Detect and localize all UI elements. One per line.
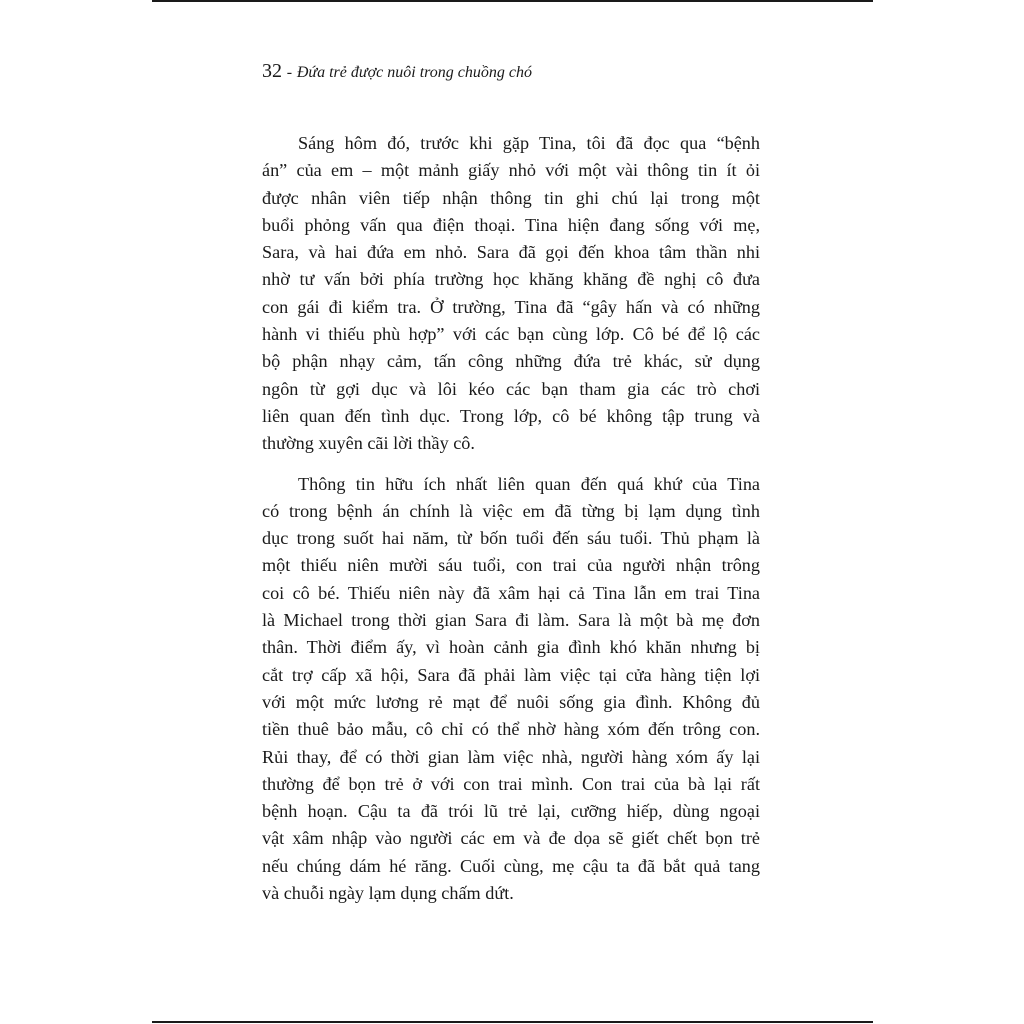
header-separator: - [286,64,293,81]
text-line: tiền thuê bảo mẫu, cô chỉ có thể nhờ hàng xóm đến trông con. [262,719,760,740]
page-number: 32 [262,60,282,82]
text-line: thường để bọn trẻ ở với con trai mình. Con trai của bà lại rất [262,773,760,794]
text-line: nếu chúng dám hé răng. Cuối cùng, mẹ cậu ta đã bắt quả tang [262,855,760,876]
text-line: ngôn từ gợi dục và lôi kéo các bạn tham gia các trò chơi [262,378,760,399]
text-line: một thiếu niên mười sáu tuổi, con trai của người nhận trông [262,555,760,576]
paragraph-gap [262,458,760,471]
text-line: vật xâm nhập vào người các em và đe dọa sẽ giết chết bọn trẻ [262,828,760,849]
text-line: Sara, và hai đứa em nhỏ. Sara đã gọi đến khoa tâm thần nhi [262,242,760,263]
text-line: dục trong suốt hai năm, từ bốn tuổi đến sáu tuổi. Thủ phạm là [262,528,760,549]
bottom-rule [152,1021,873,1023]
text-line: Thông tin hữu ích nhất liên quan đến quá khứ của Tina [298,473,760,494]
text-line: bộ phận nhạy cảm, tấn công những đứa trẻ khác, sử dụng [262,351,760,372]
text-line: bệnh hoạn. Cậu ta đã trói lũ trẻ lại, cưỡng hiếp, dùng ngoại [262,801,760,822]
text-line: liên quan đến tình dục. Trong lớp, cô bé không tập trung và [262,405,760,426]
paragraph-1 [262,130,760,458]
text-line: thân. Thời điểm ấy, vì hoàn cảnh gia đình khó khăn nhưng bị [262,637,760,658]
text-line: với một mức lương rẻ mạt để nuôi sống gia đình. Không đủ [262,691,760,712]
paragraph-2 [262,471,760,908]
running-head [262,60,532,83]
text-line: được nhân viên tiếp nhận thông tin ghi chú lại trong một [262,187,760,208]
text-line: và chuỗi ngày lạm dụng chấm dứt. [262,883,514,904]
text-line: buổi phỏng vấn qua điện thoại. Tina hiện đang sống với mẹ, [262,214,760,235]
text-line: thường xuyên cãi lời thầy cô. [262,433,475,454]
text-line: cắt trợ cấp xã hội, Sara đã phải làm việc tại cửa hàng tiện lợi [262,664,760,685]
text-line: con gái đi kiểm tra. Ở trường, Tina đã “gây hấn và có những [262,296,760,317]
body-text [262,130,760,907]
text-line: án” của em – một mảnh giấy nhỏ với một vài thông tin ít ỏi [262,160,760,181]
text-line: nhờ tư vấn bởi phía trường học khăng khăng đề nghị cô đưa [262,269,760,290]
text-line: Rủi thay, để có thời gian làm việc nhà, người hàng xóm ấy lại [262,746,760,767]
text-line: coi cô bé. Thiếu niên này đã xâm hại cả Tina lẫn em trai Tina [262,582,760,603]
text-line: là Michael trong thời gian Sara đi làm. Sara là một bà mẹ đơn [262,610,760,631]
text-line: có trong bệnh án chính là việc em đã từng bị lạm dụng tình [262,500,760,521]
top-rule [152,0,873,2]
text-line: hành vi thiếu phù hợp” với các bạn cùng lớp. Cô bé để lộ các [262,324,760,345]
book-title: Đứa trẻ được nuôi trong chuồng chó [296,64,532,81]
text-line: Sáng hôm đó, trước khi gặp Tina, tôi đã đọc qua “bệnh [298,133,760,153]
